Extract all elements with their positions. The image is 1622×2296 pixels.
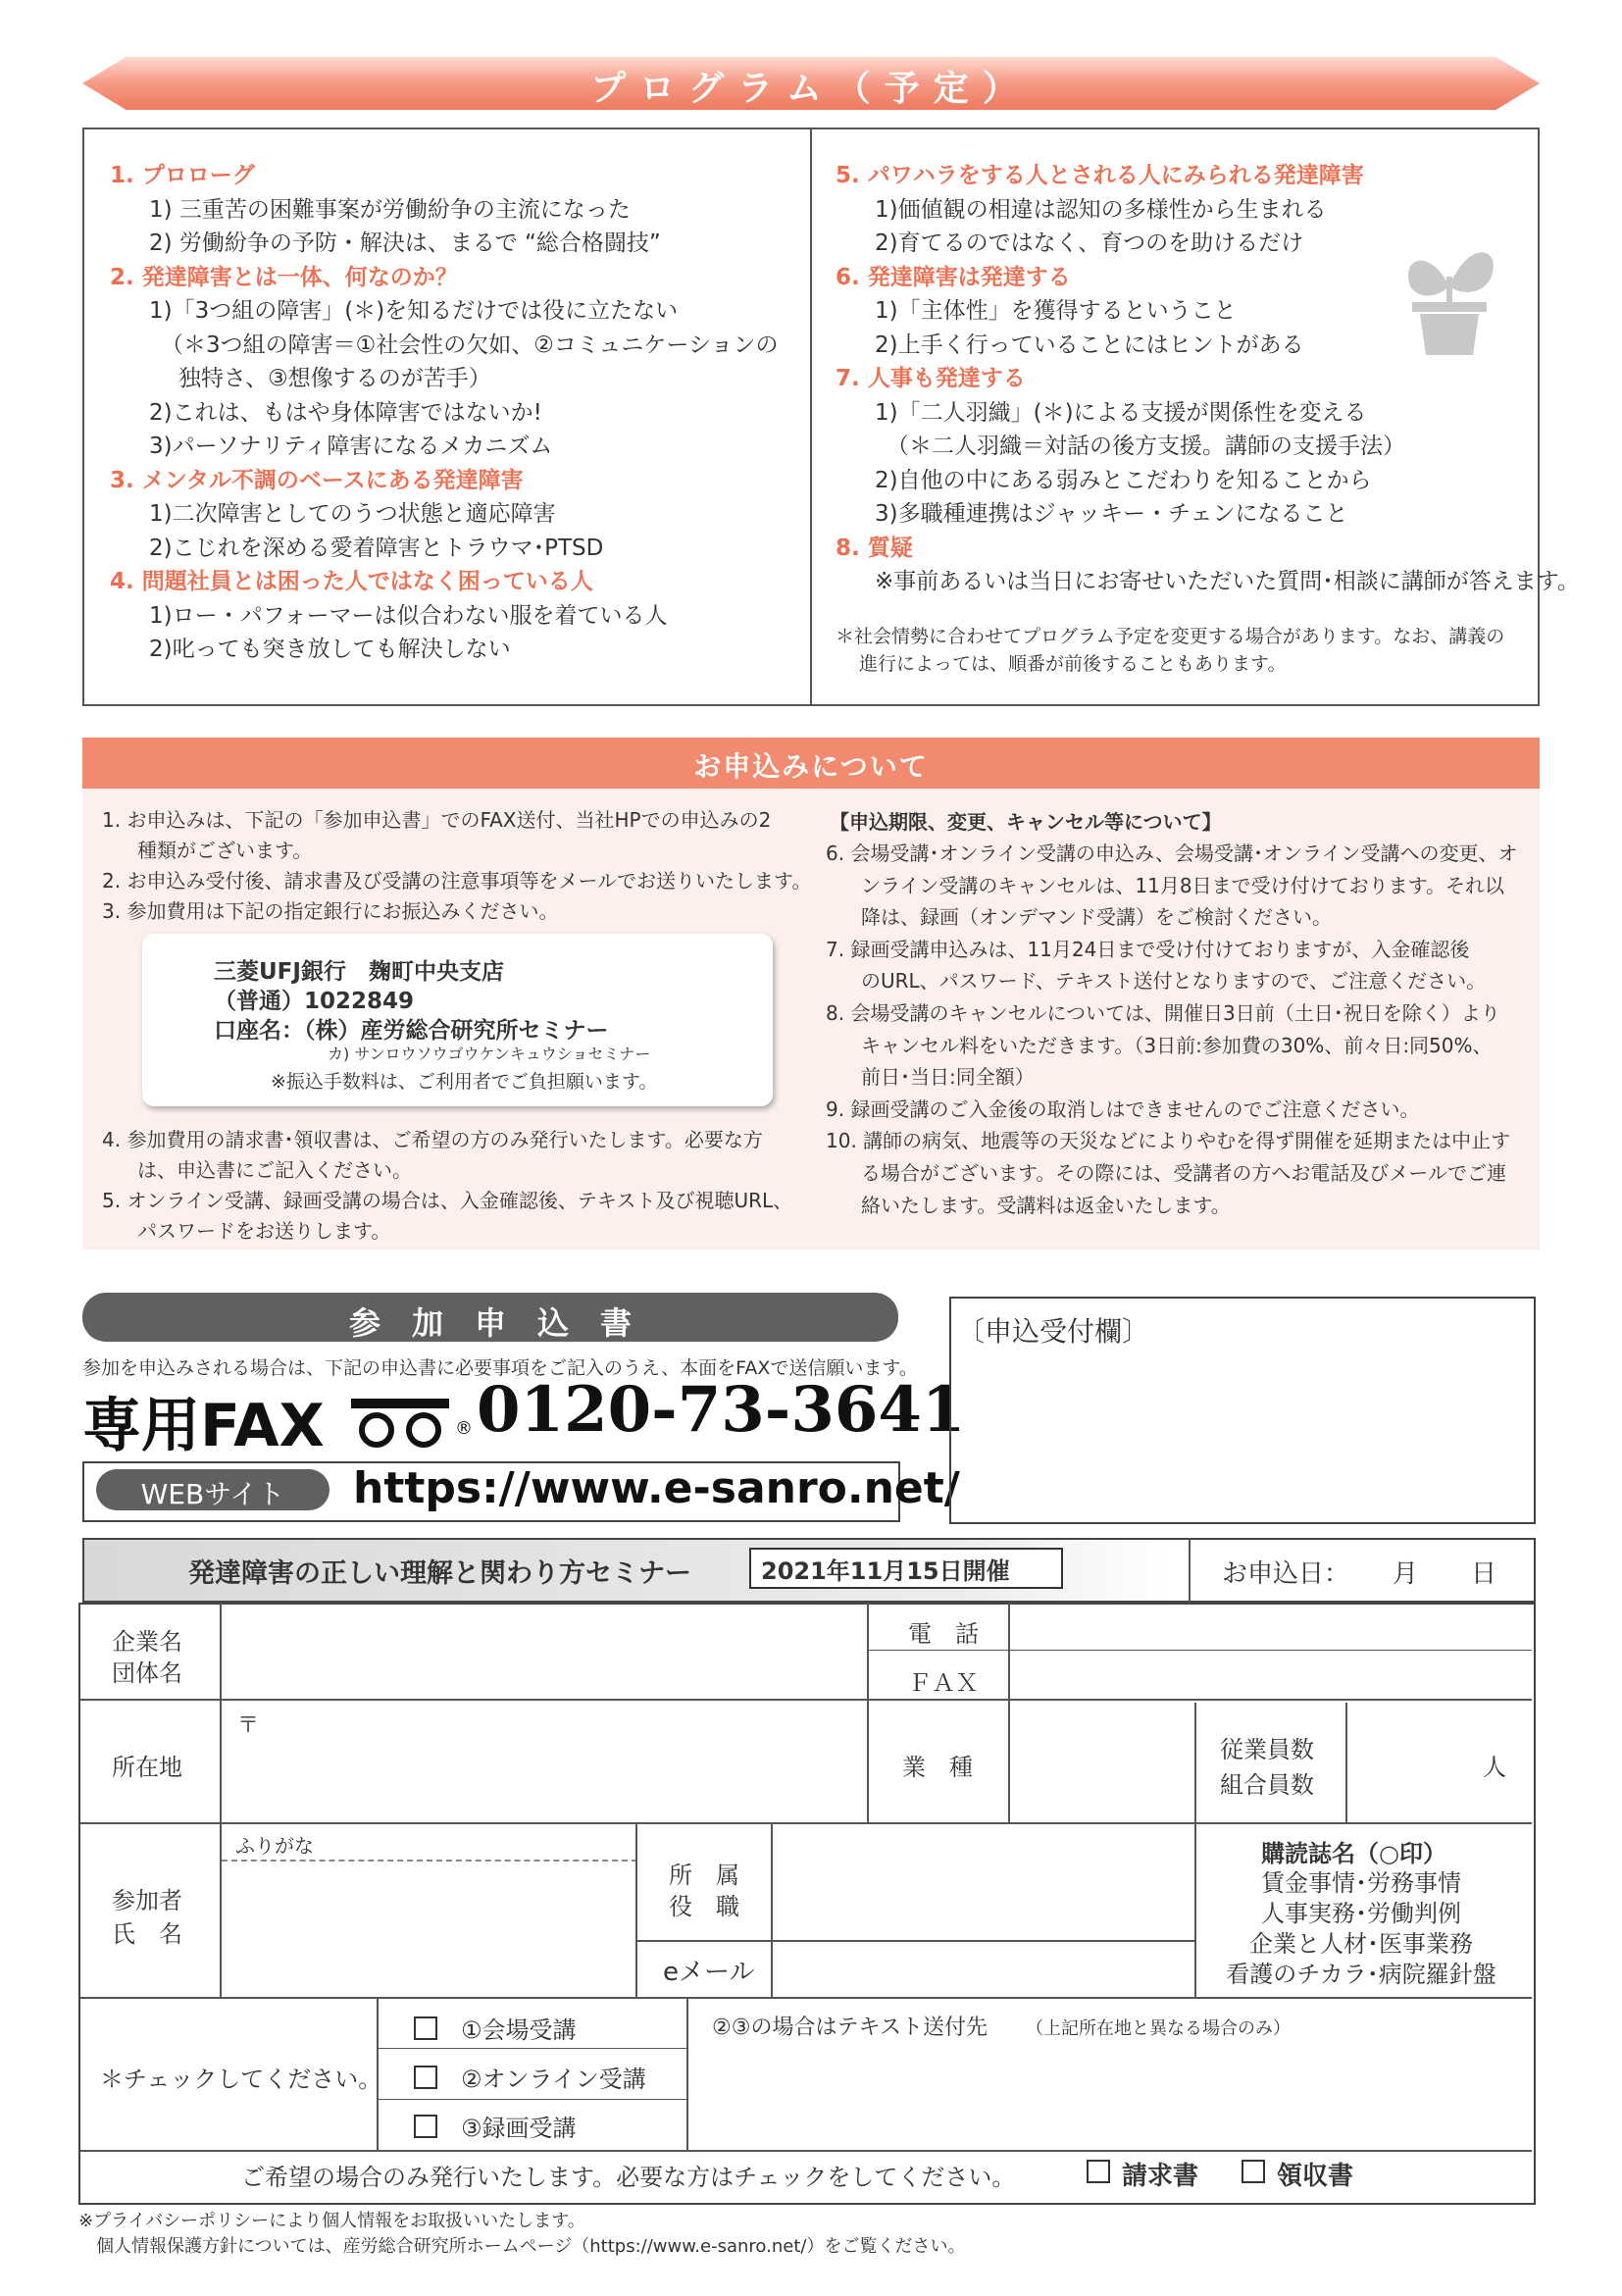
apply-item: は、申込書にご記入ください。 [137, 1158, 412, 1182]
program-heading: 3. メンタル不調のベースにある発達障害 [110, 467, 524, 493]
form-instruction: 参加を申込みされる場合は、下記の申込書に必要事項をご記入のうえ、本面をFAXで送信願います。 [82, 1357, 918, 1379]
apply-item: キャンセル料をいただきます。（3日前:参加費の30%、前々日:同50%、 [861, 1033, 1493, 1057]
vline [1194, 1703, 1196, 1999]
apply-right-heading: 【申込期限、変更、キャンセル等について】 [830, 810, 1222, 834]
reception-label: 〔申込受付欄〕 [957, 1315, 1150, 1348]
program-heading: 7. 人事も発達する [836, 366, 1026, 391]
participant-label-1: 参加者 [112, 1887, 182, 1914]
program-banner-title: プログラム（予定） [590, 69, 1032, 109]
program-line: 2)叱っても突き放しても解決しない [149, 637, 511, 662]
privacy-note-2: 個人情報保護方針については、産労総合研究所ホームページ（https://www.e-sanro.net/）をご覧ください。 [96, 2236, 966, 2257]
hline [637, 1940, 1196, 1942]
program-line: 3)多職種連携はジャッキー・チェンになること [875, 501, 1348, 527]
apply-item: 種類がございます。 [137, 839, 313, 862]
seminar-title: 発達障害の正しい理解と関わり方セミナー [188, 1558, 691, 1589]
magazine-heading: 購読誌名（○印） [1261, 1840, 1446, 1867]
participant-name-input[interactable] [224, 1863, 634, 1995]
seminar-date: 2021年11月15日開催 [761, 1557, 1010, 1585]
apply-item: 4. 参加費用の請求書･領収書は、ご希望の方のみ発行いたします。必要な方 [102, 1128, 763, 1151]
magazine-item: 企業と人材･医事業務 [1249, 1930, 1473, 1958]
program-line: （＊二人羽織＝対話の後方支援。講師の支援手法） [887, 434, 1405, 459]
vline [635, 1824, 637, 1999]
hline [379, 2099, 688, 2100]
hline [379, 2048, 688, 2049]
apply-item: 9. 録画受講のご入金後の取消しはできませんのでご注意ください。 [826, 1097, 1420, 1121]
apply-item: 1. お申込みは、下記の「参加申込書」でのFAX送付、当社HPでの申込みの2 [102, 808, 772, 832]
apply-item: 10. 講師の病気、地震等の天災などによりやむを得ず開催を延期または中止す [826, 1129, 1511, 1153]
receipt-checkbox[interactable] [1242, 2160, 1265, 2183]
apply-date-day: 日 [1471, 1559, 1497, 1589]
apply-item: 8. 会場受講のキャンセルについては、開催日3日前（土日･祝日を除く）より [826, 1001, 1500, 1025]
program-line: 2)自他の中にある弱みとこだわりを知ることから [875, 467, 1372, 493]
bank-account: （普通）1022849 [214, 989, 415, 1014]
program-heading: 4. 問題社員とは困った人ではなく困っている人 [110, 569, 593, 594]
participant-label-2: 氏 名 [112, 1920, 182, 1948]
program-divider [810, 128, 812, 706]
program-line: 2)こじれを深める愛着障害とトラウマ･PTSD [149, 535, 604, 561]
apply-item: 5. オンライン受講、録画受講の場合は、入金確認後、テキスト及び視聴URL、 [102, 1189, 793, 1212]
check-label: ＊チェックしてください。 [100, 2066, 382, 2093]
text-dest-label: ②③の場合はテキスト送付先 [712, 2015, 988, 2040]
industry-label: 業 種 [902, 1754, 973, 1781]
program-line: 1)二次障害としてのうつ状態と適応障害 [149, 501, 556, 527]
apply-item: ンライン受講のキャンセルは、11月8日まで受け付けております。それ以 [861, 873, 1504, 897]
program-line: 1)価値観の相違は認知の多様性から生まれる [875, 196, 1327, 223]
option-checkbox[interactable] [414, 2115, 437, 2138]
privacy-note-1: ※プライバシーポリシーにより個人情報をお取扱いいたします。 [78, 2211, 585, 2231]
address-label: 所在地 [112, 1754, 182, 1781]
industry-input[interactable] [1012, 1705, 1192, 1820]
tel-input[interactable] [1012, 1607, 1530, 1648]
fax-field-label: ＦＡＸ [908, 1669, 979, 1697]
bank-holder: 口座名：（株）産労総合研究所セミナー [214, 1018, 609, 1044]
magazine-item: 人事実務･労働判例 [1261, 1900, 1461, 1927]
dept-label-1: 所 属 [669, 1862, 739, 1889]
email-label: eメール [663, 1958, 755, 1987]
program-line: 2)上手く行っていることにはヒントがある [875, 332, 1304, 358]
postal-mark[interactable]: 〒 [237, 1713, 260, 1738]
magazine-item: 看護のチカラ･病院羅針盤 [1226, 1961, 1496, 1988]
furigana-divider [222, 1860, 637, 1862]
apply-item: 2. お申込み受付後、請求書及び受講の注意事項等をメールでお送りいたします。 [102, 869, 812, 893]
program-note-2: 進行によっては、順番が前後することもあります。 [859, 653, 1287, 675]
email-input[interactable] [775, 1944, 1192, 1995]
bank-holder-kana: カ) サンロウソウゴウケンキュウショセミナー [328, 1045, 651, 1063]
employees-unit: 人 [1483, 1754, 1506, 1781]
company-label-1: 企業名 [112, 1628, 182, 1656]
text-dest-note: （上記所在地と異なる場合のみ） [1026, 2018, 1291, 2039]
program-line: 2) 労働紛争の予防・解決は、まるで “総合格闘技” [149, 230, 661, 256]
vline [686, 1997, 688, 2152]
program-line: 1)ロー・パフォーマーは似合わない服を着ている人 [149, 602, 668, 629]
apply-item: 6. 会場受講･オンライン受講の申込み、会場受講･オンライン受講への変更、オ [826, 842, 1518, 865]
fax-label: 専用FAX [82, 1392, 325, 1460]
program-line: 独特さ、③想像するのが苦手） [178, 366, 491, 391]
option-label: ①会場受講 [461, 2016, 577, 2044]
form-title: 参 加 申 込 書 [348, 1304, 632, 1342]
hline [80, 1997, 1532, 1999]
vline [867, 1603, 869, 1824]
program-heading: 8. 質疑 [836, 535, 913, 561]
receipt-note: ご希望の場合のみ発行いたします。必要な方はチェックをしてください。 [241, 2164, 1016, 2191]
program-line: 1)「3つ組の障害」(＊)を知るだけでは役に立たない [149, 298, 679, 324]
receipt-label: 領収書 [1277, 2162, 1354, 2191]
vline [1008, 1603, 1010, 1824]
bank-name: 三菱UFJ銀行 麹町中央支店 [214, 959, 504, 985]
option-checkbox[interactable] [414, 2016, 437, 2040]
option-checkbox[interactable] [414, 2066, 437, 2089]
free-dial-icon [351, 1399, 449, 1448]
apply-date-label: お申込日： [1222, 1559, 1350, 1589]
apply-item: 前日･当日:同全額） [861, 1065, 1035, 1090]
apply-item: 3. 参加費用は下記の指定銀行にお振込みください。 [102, 899, 559, 923]
invoice-checkbox[interactable] [1087, 2160, 1110, 2183]
fax-input[interactable] [1012, 1654, 1530, 1697]
program-line: （＊3つ組の障害＝①社会性の欠如、②コミュニケーションの [161, 332, 779, 358]
registered-mark: ® [455, 1418, 473, 1439]
program-heading: 1. プロローグ [110, 163, 255, 188]
dept-label-2: 役 職 [669, 1893, 739, 1920]
tel-label: 電 話 [908, 1620, 979, 1648]
furigana-label: ふりがな [235, 1834, 314, 1858]
program-line: 2)これは、もはや身体障害ではないか! [149, 399, 542, 426]
employees-label-2: 組合員数 [1220, 1771, 1314, 1799]
dept-input[interactable] [775, 1826, 1192, 1938]
apply-item: る場合がございます。その際には、受講者の方へお電話及びメールでご連 [861, 1161, 1506, 1185]
apply-banner-title: お申込みについて [693, 750, 929, 783]
company-input[interactable] [224, 1607, 865, 1697]
option-label: ②オンライン受講 [461, 2066, 646, 2093]
apply-item: 降は、録画（オンデマンド受講）をご検討ください。 [861, 905, 1332, 930]
program-line: 1)「二人羽織」(＊)による支援が関係性を変える [875, 399, 1367, 426]
plant-icon [1391, 218, 1508, 355]
program-heading: 5. パワハラをする人とされる人にみられる発達障害 [836, 163, 1364, 188]
program-heading: 6. 発達障害は発達する [836, 264, 1071, 290]
web-label: WEBサイト [140, 1478, 285, 1510]
hline [80, 1822, 1532, 1824]
hline [869, 1650, 1532, 1651]
apply-item: パスワードをお送りします。 [137, 1219, 391, 1243]
invoice-label: 請求書 [1122, 2162, 1199, 2191]
program-line: 1)「主体性」を獲得するということ [875, 298, 1237, 324]
fax-number: 0120-73-3641 [477, 1373, 966, 1447]
magazine-item: 賃金事情･労務事情 [1261, 1869, 1461, 1897]
hline [80, 2150, 1532, 2152]
hline [80, 1699, 1532, 1701]
seminar-divider [1189, 1538, 1191, 1603]
vline [771, 1824, 773, 1999]
program-heading: 2. 発達障害とは一体、何なのか？ [110, 264, 458, 290]
program-line: 2)育てるのではなく、育つのを助けるだけ [875, 230, 1304, 256]
option-label: ③録画受講 [461, 2115, 577, 2142]
program-line: 1) 三重苦の困難事案が労働紛争の主流になった [149, 196, 631, 223]
vline [220, 1603, 222, 1999]
program-line: 3)パーソナリティ障害になるメカニズム [149, 434, 553, 459]
apply-item: のURL、パスワード、テキスト送付となりますので、ご注意ください。 [861, 969, 1487, 994]
program-line: ※事前あるいは当日にお寄せいただいた質問･相談に講師が答えます。 [875, 569, 1580, 594]
apply-item: 絡いたします。受講料は返金いたします。 [861, 1193, 1231, 1217]
web-url[interactable]: https://www.e-sanro.net/ [353, 1463, 960, 1513]
program-note-1: ＊社会情勢に合わせてプログラム予定を変更する場合があります。なお、講義の [836, 626, 1505, 647]
bank-fee-note: ※振込手数料は、ご利用者でご負担願います。 [271, 1071, 658, 1093]
vline [1345, 1703, 1347, 1824]
company-label-2: 団体名 [112, 1659, 182, 1687]
apply-item: 7. 録画受講申込みは、11月24日まで受け付けておりますが、入金確認後 [826, 937, 1470, 961]
employees-label-1: 従業員数 [1220, 1736, 1314, 1763]
apply-date-month: 月 [1393, 1559, 1419, 1589]
